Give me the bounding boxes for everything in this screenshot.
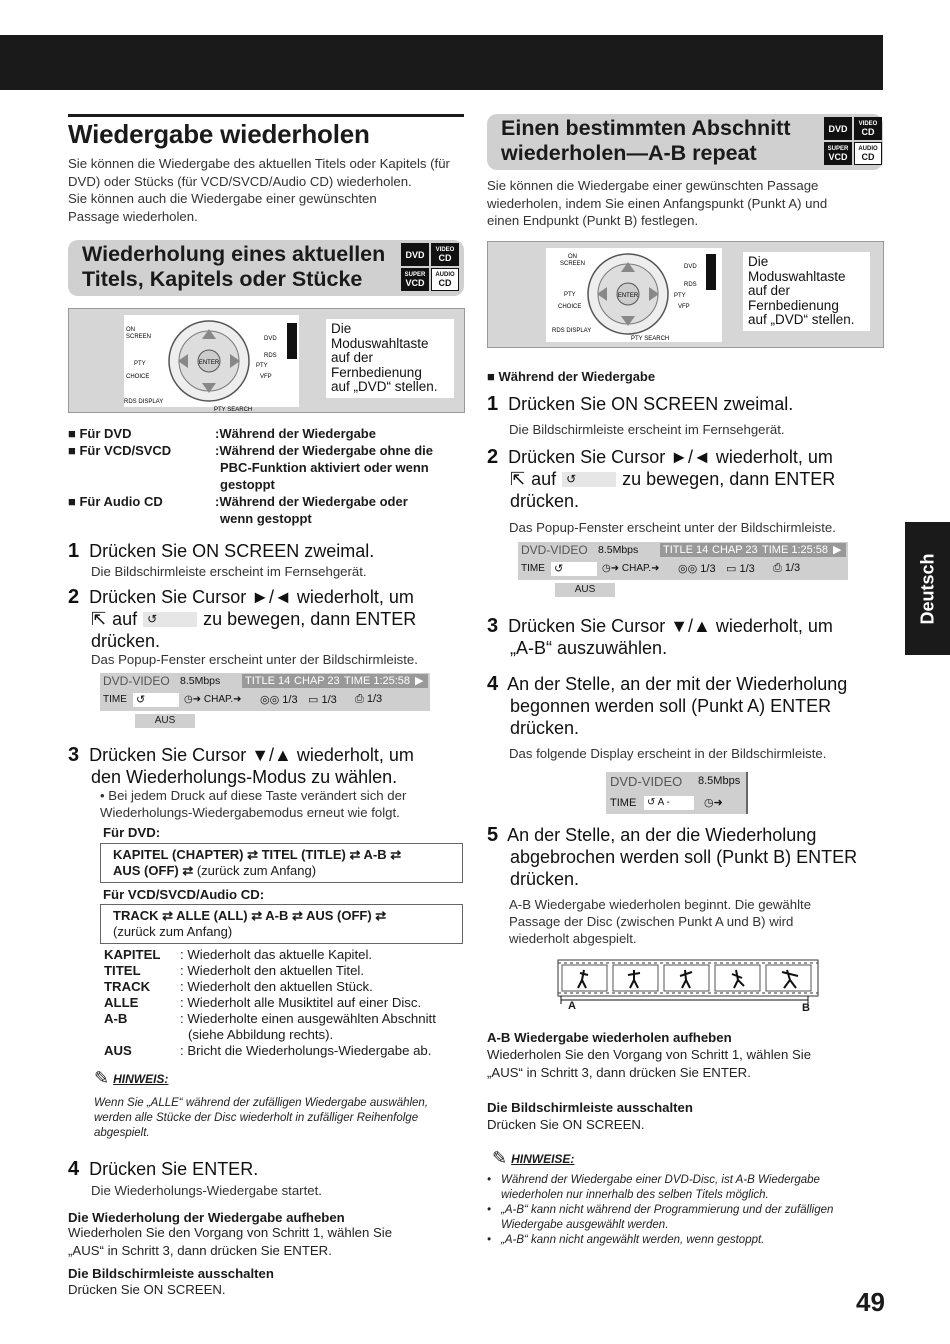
svg-text:ON: ON — [126, 327, 135, 333]
right-step-4: 4 An der Stelle, an der mit der Wiederholung begonnen werden soll (Punkt A) ENTER drücken. — [487, 673, 848, 738]
left-step-1: 1 Drücken Sie ON SCREEN zweimal. — [68, 540, 375, 562]
svg-text:PTY: PTY — [564, 292, 576, 298]
osd-chap: CHAP 23 — [709, 543, 761, 557]
remote-illustration — [68, 308, 465, 413]
left-step-1-sub: Die Bildschirmleiste erscheint im Fernsehgerät. — [91, 564, 367, 579]
repeat-icon: ↺ — [562, 472, 616, 487]
osd-repeat-icon[interactable]: ↺ — [133, 693, 179, 707]
svg-text:ENTER: ENTER — [617, 293, 639, 299]
svg-text:PTY: PTY — [134, 361, 146, 367]
svg-text:PTY SEARCH: PTY SEARCH — [214, 407, 253, 413]
left-step-2: 2 Drücken Sie Cursor ►/◄ wiederholt, um ⇱ auf ↺ zu bewegen, dann ENTER drücken. — [68, 586, 417, 651]
repeat-icon: ↺ — [143, 612, 197, 627]
section-title: Wiederholung eines aktuellen Titels, Kapitels oder Stücke — [82, 242, 386, 291]
right-step-1-sub: Die Bildschirmleiste erscheint im Fernsehgerät. — [509, 422, 785, 437]
header-bar — [0, 35, 883, 90]
during-playback: ■ Während der Wiedergabe — [487, 369, 656, 384]
hint-text: Wenn Sie „ALLE“ während der zufälligen Wiedergabe auswählen, werden alle Stücke der Disc wiederholt in zufälliger Reihenfolge abgespielt. — [94, 1097, 429, 1139]
right-step-1: 1 Drücken Sie ON SCREEN zweimal. — [487, 393, 794, 415]
osd-off-title: Die Bildschirmleiste ausschalten — [68, 1266, 274, 1281]
ab-remote-illustration — [487, 241, 884, 348]
dvd-badge: DVD — [824, 117, 852, 140]
osd-popup-aus[interactable]: AUS — [135, 714, 195, 728]
osd-off-text: Drücken Sie ON SCREEN. — [68, 1282, 226, 1297]
vcd-cycle-box: TRACK ⇄ ALLE (ALL) ⇄ A-B ⇄ AUS (OFF) ⇄ (zurück zum Anfang) — [100, 904, 463, 944]
remote-dpad-icon — [124, 315, 299, 413]
svg-text:ON: ON — [568, 254, 577, 260]
page-number: 49 — [856, 1287, 885, 1317]
ab-remote-panel — [546, 248, 722, 342]
ab-disc-badges — [824, 117, 882, 165]
svg-text:PTY: PTY — [674, 293, 686, 299]
point-b-label: B — [802, 1002, 810, 1014]
mode-switch-icon — [287, 323, 297, 359]
osd-next-icon: ▶ — [412, 674, 428, 688]
osd-time-label: TIME — [610, 797, 637, 809]
svg-text:RDS: RDS — [684, 282, 697, 288]
ab-cancel-text: Wiederholen Sie den Vorgang von Schritt 1, wählen Sie „AUS“ in Schritt 3, dann drücken Sie ENTER. — [487, 1047, 812, 1080]
osd-chap-arrow: ◷➜ CHAP.➜ — [184, 694, 242, 705]
osd-subtitle: ▭ 1/3 — [726, 563, 755, 575]
svg-text:PTY SEARCH: PTY SEARCH — [631, 336, 670, 342]
mode-definitions: KAPITEL : Wiederholt das aktuelle Kapitel. TITEL : Wiederholt den aktuellen Titel. TRACK : Wiederholt den aktuellen Stück. ALLE : Wiederholt alle Musiktitel auf einer Disc. A-B : Wiederholte einen ausgewählten Abschnitt (siehe Abbildung rechts). AUS : Bricht die Wiederholungs-Wiedergabe ab. — [104, 947, 436, 1058]
svg-text:CHOICE: CHOICE — [558, 304, 582, 310]
for-vcd-label: Für VCD/SVCD/Audio CD: — [103, 887, 265, 902]
super-vcd-badge: SUPER VCD — [401, 268, 429, 291]
right-step-4-sub: Das folgende Display erscheint in der Bildschirmleiste. — [509, 746, 827, 761]
ab-cancel-title: A-B Wiedergabe wiederholen aufheben — [487, 1030, 732, 1045]
osd-subtitle: ▭ 1/3 — [308, 694, 337, 706]
osd-bar — [100, 673, 430, 711]
cancel-title: Die Wiederholung der Wiedergabe aufheben — [68, 1210, 345, 1225]
osd-time: TIME 1:25:58 — [759, 543, 831, 557]
osd-next-icon: ▶ — [830, 543, 846, 557]
svg-text:DVD: DVD — [264, 336, 277, 342]
svg-text:SCREEN: SCREEN — [126, 334, 152, 340]
right-step-5: 5 An der Stelle, an der die Wiederholung abgebrochen werden soll (Punkt B) ENTER drücken. — [487, 824, 858, 889]
ab-hint-header: ✎ HINWEISE: — [492, 1148, 575, 1168]
osd-angle: ⎙ 1/3 — [355, 693, 383, 705]
osd-ab-indicator: ↺ A - — [644, 796, 694, 810]
right-step-2-sub: Das Popup-Fenster erscheint unter der Bildschirmleiste. — [509, 520, 836, 535]
language-tab-label: Deutsch — [917, 552, 937, 625]
remote-dpad-icon — [546, 248, 722, 342]
super-vcd-badge: SUPER VCD — [824, 142, 852, 165]
conditions-list: ■ Für DVD :Während der Wiedergabe ■ Für VCD/SVCD :Während der Wiedergabe ohne die PBC-Funktion aktiviert oder wenn gestoppt ■ Für Audio CD :Während der Wiedergabe oder wenn gestoppt — [68, 426, 434, 526]
osd-chap: CHAP 23 — [291, 674, 343, 688]
osd-audio: ◎◎ 1/3 — [678, 563, 716, 575]
hint-header: ✎ HINWEIS: — [94, 1068, 169, 1088]
intro-text: Sie können die Wiedergabe des aktuellen Titels oder Kapitels (für DVD) oder Stücks (für VCD/SVCD/Audio CD) wiederholen. Sie können auch die Wiedergabe einer gewünschten Passage wiederholen. — [68, 156, 450, 224]
osd-time-label: TIME — [521, 563, 545, 574]
cancel-text: Wiederholen Sie den Vorgang von Schritt 1, wählen Sie „AUS“ in Schritt 3, dann drücken Sie ENTER. — [68, 1225, 393, 1258]
osd-chap-arrow: ◷➜ CHAP.➜ — [602, 563, 660, 574]
language-tab — [905, 522, 950, 655]
section-heading-ab-repeat — [487, 114, 883, 170]
osd-title: TITLE 14 — [660, 543, 711, 557]
left-step-2-sub: Das Popup-Fenster erscheint unter der Bildschirmleiste. — [91, 652, 418, 667]
svg-text:RDS DISPLAY: RDS DISPLAY — [552, 328, 592, 334]
audio-cd-badge: AUDIO CD — [854, 142, 882, 165]
osd-rate: 8.5Mbps — [598, 544, 639, 556]
osd-rate: 8.5Mbps — [698, 775, 741, 787]
left-step-3-bullet: • Bei jedem Druck auf diese Taste verändert sich der Wiederholungs-Wiedergabemodus erneut wie folgt. — [100, 788, 407, 820]
left-step-3: 3 Drücken Sie Cursor ▼/▲ wiederholt, um den Wiederholungs-Modus zu wählen. — [68, 744, 414, 787]
osd-audio: ◎◎ 1/3 — [260, 694, 298, 706]
ab-start-osd — [606, 772, 748, 814]
right-step-2: 2 Drücken Sie Cursor ►/◄ wiederholt, um ⇱ auf ↺ zu bewegen, dann ENTER drücken. — [487, 446, 836, 511]
page-title: Wiedergabe wiederholen — [68, 114, 464, 150]
point-a-label: A — [568, 1000, 576, 1012]
svg-text:CHOICE: CHOICE — [126, 374, 150, 380]
ab-osd-bar — [518, 542, 848, 580]
svg-text:VFP: VFP — [678, 304, 690, 310]
section-heading-repeat-current — [68, 240, 464, 296]
svg-text:RDS: RDS — [264, 353, 277, 359]
svg-text:VFP: VFP — [260, 374, 272, 380]
osd-dvd-video: DVD-VIDEO — [103, 674, 170, 688]
ab-intro: Sie können die Wiedergabe einer gewünschten Passage wiederholen, indem Sie einen Anfangspunkt (Punkt A) und einen Endpunkt (Punkt B) festlegen. — [487, 178, 828, 228]
right-step-5-sub: A-B Wiedergabe wiederholen beginnt. Die gewählte Passage der Disc (zwischen Punkt A und B) wird wiederholt abgespielt. — [509, 897, 812, 946]
video-cd-badge: VIDEO CD — [854, 117, 882, 140]
dvd-badge: DVD — [401, 243, 429, 266]
ab-osd-off-text: Drücken Sie ON SCREEN. — [487, 1117, 645, 1132]
svg-text:ENTER: ENTER — [198, 360, 220, 366]
mode-switch-icon — [706, 254, 716, 290]
dvd-cycle-box: KAPITEL (CHAPTER) ⇄ TITEL (TITLE) ⇄ A-B ⇄ AUS (OFF) ⇄ (zurück zum Anfang) — [100, 843, 463, 883]
right-step-3: 3 Drücken Sie Cursor ▼/▲ wiederholt, um „A-B“ auszuwählen. — [487, 615, 833, 658]
osd-rate: 8.5Mbps — [180, 675, 221, 687]
hint-book-icon: ✎ — [492, 1148, 508, 1168]
ab-osd-off-title: Die Bildschirmleiste ausschalten — [487, 1100, 693, 1115]
svg-text:RDS DISPLAY: RDS DISPLAY — [124, 399, 164, 405]
disc-badges — [401, 243, 459, 291]
for-dvd-label: Für DVD: — [103, 825, 161, 840]
osd-chap-arrow-icon: ◷➜ — [704, 797, 723, 809]
audio-cd-badge: AUDIO CD — [431, 268, 459, 291]
ab-section-title: Einen bestimmten Abschnitt wiederholen—A-B repeat — [501, 116, 791, 165]
pointer-icon: ⇱ — [510, 469, 526, 489]
remote-panel — [124, 315, 299, 413]
video-cd-badge: VIDEO CD — [431, 243, 459, 266]
osd-dvd-video: DVD-VIDEO — [521, 543, 588, 557]
svg-text:DVD: DVD — [684, 264, 697, 270]
svg-text:PTY: PTY — [256, 363, 268, 369]
osd-angle: ⎙ 1/3 — [773, 562, 801, 574]
pointer-icon: ⇱ — [91, 609, 107, 629]
osd-popup-aus[interactable]: AUS — [555, 583, 615, 597]
left-step-4: 4 Drücken Sie ENTER. — [68, 1158, 259, 1180]
osd-title: TITLE 14 — [242, 674, 293, 688]
ab-film-strip — [558, 958, 820, 1018]
osd-dvd-video: DVD-VIDEO — [610, 774, 683, 789]
svg-text:SCREEN: SCREEN — [560, 261, 586, 267]
remote-note: Die Moduswahltaste auf der Fernbedienung auf „DVD“ stellen. — [326, 319, 454, 398]
left-step-4-sub: Die Wiederholungs-Wiedergabe startet. — [91, 1183, 322, 1198]
ab-hints: • Während der Wiedergabe einer DVD-Disc, ist A-B Wiedergabe wiederholen nur innerhalb des selben Titels möglich. • „A-B“ kann nicht während der Programmierung und der zufälligen Wiedergabe ausgewählt werden. • „A-B“ kann nicht angewählt werden, wenn gestoppt. — [487, 1174, 834, 1246]
ab-remote-note: Die Moduswahltaste auf der Fernbedienung auf „DVD“ stellen. — [743, 252, 870, 331]
osd-repeat-icon[interactable]: ↺ — [551, 562, 597, 576]
osd-time: TIME 1:25:58 — [341, 674, 413, 688]
osd-time-label: TIME — [103, 694, 127, 705]
hint-book-icon: ✎ — [94, 1068, 110, 1088]
